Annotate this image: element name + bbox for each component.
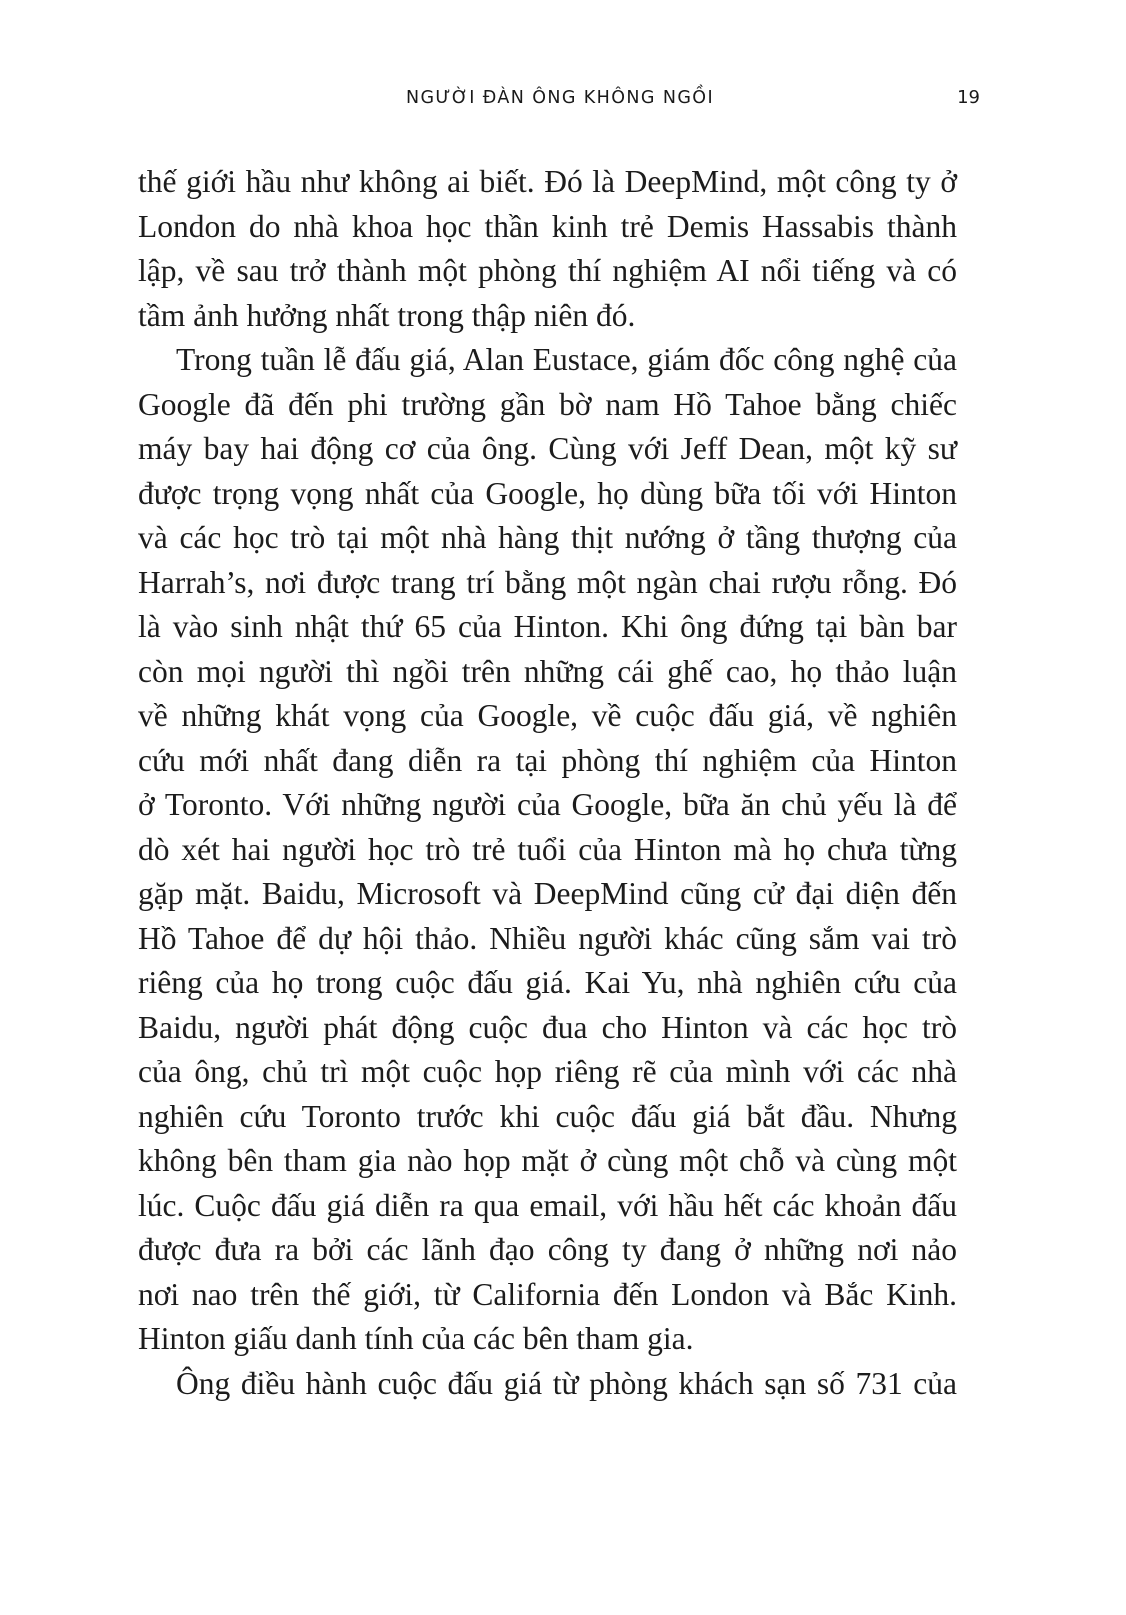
text-line: được trọng vọng nhất của Google, họ dùng bữa tối với Hinton [138, 475, 957, 511]
text-line: là vào sinh nhật thứ 65 của Hinton. Khi ông đứng tại bàn bar [138, 609, 957, 644]
text-line: London do nhà khoa học thần kinh trẻ Demis Hassabis thành [138, 208, 957, 244]
text-line: gặp mặt. Baidu, Microsoft và DeepMind cũng cử đại diện đến [138, 876, 957, 911]
text-line: ở Toronto. Với những người của Google, bữa ăn chủ yếu là để [138, 787, 957, 822]
text-line: máy bay hai động cơ của ông. Cùng với Jeff Dean, một kỹ sư [138, 431, 957, 466]
text-line: dò xét hai người học trò trẻ tuổi của Hinton mà họ chưa từng [138, 831, 957, 867]
body-text [138, 160, 957, 1406]
text-line: được đưa ra bởi các lãnh đạo công ty đang ở những nơi nảo [138, 1232, 957, 1267]
text-line: lúc. Cuộc đấu giá diễn ra qua email, với hầu hết các khoản đấu [138, 1187, 957, 1223]
text-line: lập, về sau trở thành một phòng thí nghiệm AI nổi tiếng và có [138, 253, 957, 288]
text-line: Trong tuần lễ đấu giá, Alan Eustace, giám đốc công nghệ của [176, 342, 957, 377]
text-line: cứu mới nhất đang diễn ra tại phòng thí nghiệm của Hinton [138, 742, 957, 778]
text-line: và các học trò tại một nhà hàng thịt nướng ở tầng thượng của [138, 520, 957, 555]
text-line: về những khát vọng của Google, về cuộc đấu giá, về nghiên [138, 698, 957, 733]
text-line: nơi nao trên thế giới, từ California đến London và Bắc Kinh. [138, 1276, 957, 1312]
running-title: NGƯỜI ĐÀN ÔNG KHÔNG NGỒI [405, 88, 715, 108]
text-line: Google đã đến phi trường gần bờ nam Hồ Tahoe bằng chiếc [138, 386, 957, 422]
text-line: nghiên cứu Toronto trước khi cuộc đấu giá bắt đầu. Nhưng [138, 1098, 957, 1134]
text-line: Ông điều hành cuộc đấu giá từ phòng khách sạn số 731 của [176, 1365, 957, 1401]
text-line: của ông, chủ trì một cuộc họp riêng rẽ của mình với các nhà [138, 1054, 957, 1089]
text-line: riêng của họ trong cuộc đấu giá. Kai Yu, nhà nghiên cứu của [138, 965, 957, 1000]
page-number: 19 [957, 87, 980, 108]
text-line: không bên tham gia nào họp mặt ở cùng một chỗ và cùng một [138, 1143, 957, 1178]
text-line: tầm ảnh hưởng nhất trong thập niên đó. [138, 297, 636, 333]
text-line: thế giới hầu như không ai biết. Đó là DeepMind, một công ty ở [138, 164, 957, 199]
text-line: Baidu, người phát động cuộc đua cho Hinton và các học trò [138, 1009, 957, 1045]
running-header [140, 84, 980, 112]
text-line: Hồ Tahoe để dự hội thảo. Nhiều người khác cũng sắm vai trò [138, 920, 957, 956]
text-line: Harrah’s, nơi được trang trí bằng một ngàn chai rượu rỗng. Đó [138, 564, 957, 600]
text-line: Hinton giấu danh tính của các bên tham gia. [138, 1321, 694, 1356]
text-line: còn mọi người thì ngồi trên những cái ghế cao, họ thảo luận [138, 653, 957, 689]
